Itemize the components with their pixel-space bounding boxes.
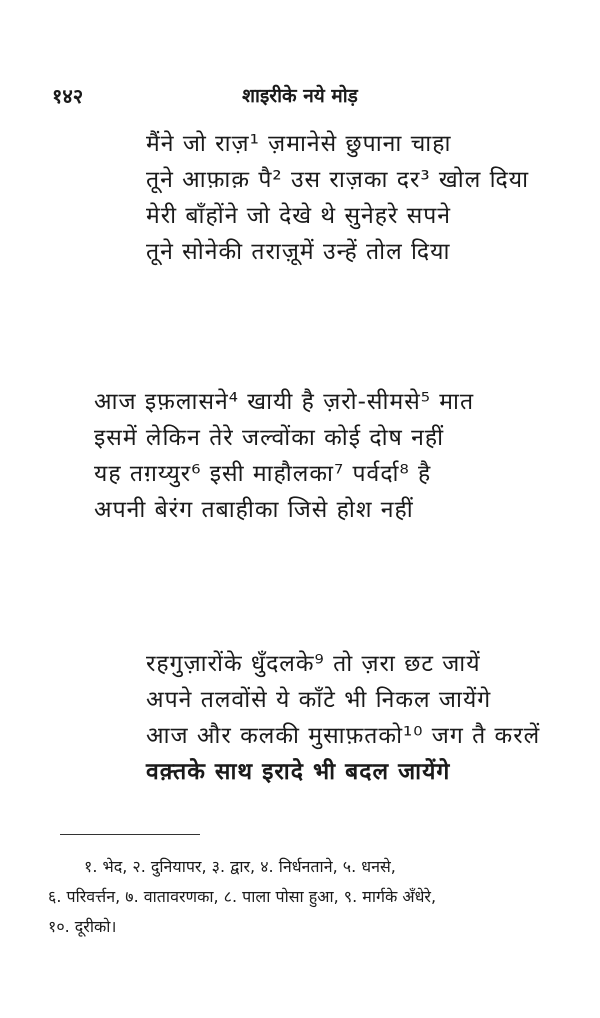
- verse-line: मैंने जो राज़¹ ज़मानेसे छुपाना चाहा: [146, 131, 452, 157]
- footnotes: [48, 852, 568, 942]
- verse-line: तूने सोनेकी तराज़ूमें उन्हें तोल दिया: [146, 239, 451, 265]
- verse-line: अपनी बेरंग तबाहीका जिसे होश नहीं: [94, 497, 414, 523]
- verse-line: वक़्तके साथ इरादे भी बदल जायेंगे: [146, 759, 451, 785]
- footnote-line: १. भेद, २. दुनियापर, ३. द्वार, ४. निर्धनताने, ५. धनसे,: [84, 857, 396, 876]
- verse-line: आज इफ़लासने⁴ खायी है ज़रो-सीमसे⁵ मात: [94, 389, 475, 415]
- footnote-divider: [60, 834, 200, 835]
- footnote-line: १०. दूरीको।: [48, 917, 117, 936]
- verse-line: मेरी बाँहोंने जो देखे थे सुनेहरे सपने: [146, 203, 452, 229]
- verse-line: इसमें लेकिन तेरे जल्वोंका कोई दोष नहीं: [94, 425, 445, 451]
- page-number: १४२: [52, 84, 84, 108]
- stanza-3: [146, 646, 540, 790]
- stanza-1: [146, 126, 529, 270]
- running-title: शाइरीके नये मोड़: [242, 85, 358, 107]
- stanza-2: [94, 384, 474, 528]
- verse-line: आज और कलकी मुसाफ़तको¹⁰ जग तै करलें: [146, 723, 541, 749]
- verse-line: रहगुज़ारोंके धुँदलके⁹ तो ज़रा छट जायें: [146, 651, 481, 677]
- footnote-line: ६. परिवर्त्तन, ७. वातावरणका, ८. पाला पोसा हुआ, ९. मार्गके अँधेरे,: [48, 887, 437, 906]
- verse-line: यह तग़य्युर⁶ इसी माहौलका⁷ पर्वर्दा⁸ है: [94, 461, 432, 487]
- verse-line: अपने तलवोंसे ये काँटे भी निकल जायेंगे: [146, 687, 492, 713]
- verse-line: तूने आफ़ाक़ पै² उस राज़का दर³ खोल दिया: [146, 167, 530, 193]
